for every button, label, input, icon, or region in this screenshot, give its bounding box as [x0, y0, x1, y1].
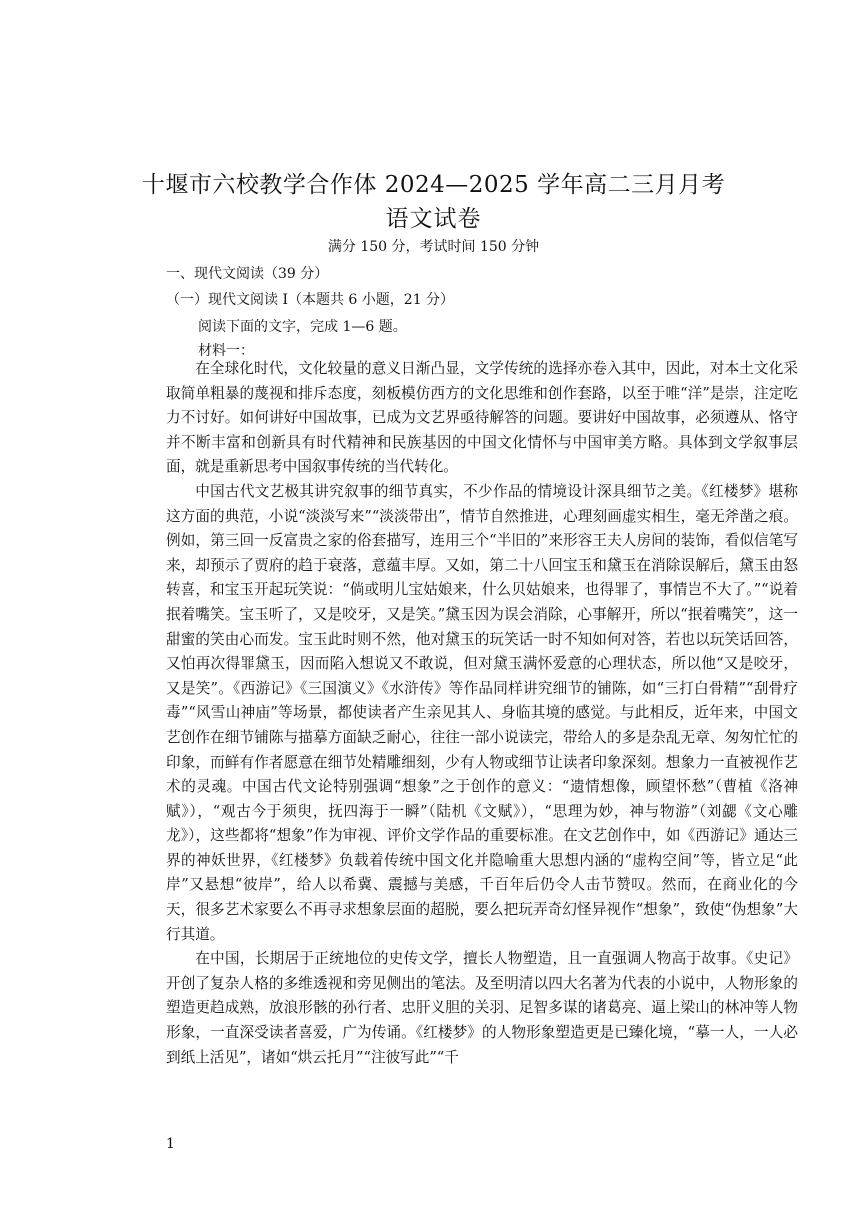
exam-title: 十堰市六校教学合作体 2024—2025 学年高二三月月考	[141, 172, 726, 198]
page-number: 1	[166, 1136, 175, 1152]
subsection-heading: （一）现代文阅读 I（本题共 6 小题，21 分）	[166, 292, 455, 308]
reading-instruction: 阅读下面的文字，完成 1—6 题。	[198, 319, 407, 335]
exam-subtitle: 语文试卷	[385, 206, 482, 232]
passage-paragraph: 中国古代文艺极其讲究叙事的细节真实，不少作品的情境设计深具细节之美。《红楼梦》堪称这方面的典范，小说“淡淡写来”“淡淡带出”，情节自然推进，心理刻画虚实相生，毫无斧凿之痕。例如，第三回一反富贵之家的俗套描写，连用三个“半旧的”来形容王夫人房间的装饰，看似信笔写来，却预示了贾府的趋于衰落，意蕴丰厚。又如，第二十八回宝玉和黛玉在消除误解后，黛玉由怒转喜，和宝玉开起玩笑说：“倘或明儿宝姑娘来，什么贝姑娘来，也得罪了，事情岂不大了。”“说着抿着嘴笑。宝玉听了，又是咬牙，又是笑。”黛玉因为误会消除，心事解开，所以“抿着嘴笑”，这一甜蜜的笑由心而发。宝玉此时则不然，他对黛玉的玩笑话一时不知如何对答，若也以玩笑话回答，又怕再次得罪黛玉，因而陷入想说又不敢说，但对黛玉满怀爱意的心理状态，所以他“又是咬牙，又是笑”。《西游记》《三国演义》《水浒传》等作品同样讲究细节的铺陈，如“三打白骨精”“刮骨疗毒”“风雪山神庙”等场景，都使读者产生亲见其人、身临其境的感觉。与此相反，近年来，中国文艺创作在细节铺陈与描摹方面缺乏耐心，往往一部小说读完，带给人的多是杂乱无章、匆匆忙忙的印象，而鲜有作者愿意在细节处精雕细刻，少有人物或细节让读者印象深刻。想象力一直被视作艺术的灵魂。中国古代文论特别强调“想象”之于创作的意义：“遗情想像，顾望怀愁”（曹植《洛神赋》），“观古今于须臾，抚四海于一瞬”（陆机《文赋》），“思理为妙，神与物游”（刘勰《文心雕龙》），这些都将“想象”作为审视、评价文学作品的重要标准。在文艺创作中，如《西游记》通达三界的神妖世界，《红楼梦》负载着传统中国文化并隐喻重大思想内涵的“虚构空间”等，皆立足“此岸”又悬想“彼岸”，给人以希冀、震撼与美感，千百年后仍令人击节赞叹。然而，在商业化的今天，很多艺术家要么不再寻求想象层面的超脱，要么把玩弄奇幻怪异视作“想象”，致使“伪想象”大行其道。	[166, 482, 798, 943]
passage-paragraph: 在全球化时代，文化较量的意义日渐凸显，文学传统的选择亦卷入其中，因此，对本土文化采取简单粗暴的蔑视和排斥态度，刻板模仿西方的文化思维和创作套路，以至于唯“洋”是崇，注定吃力不讨好。如何讲好中国故事，已成为文艺界亟待解答的问题。要讲好中国故事，必须遵从、恪守并不断丰富和创新具有时代精神和民族基因的中国文化情怀与中国审美方略。具体到文学叙事层面，就是重新思考中国叙事传统的当代转化。	[166, 360, 798, 476]
material-label: 材料一：	[198, 343, 254, 359]
passage-body	[166, 357, 798, 1070]
passage-paragraph: 在中国，长期居于正统地位的史传文学，擅长人物塑造，且一直强调人物高于故事。《史记》开创了复杂人格的多维透视和旁见侧出的笔法。及至明清以四大名著为代表的小说中，人物形象的塑造更趋成熟，放浪形骸的孙行者、忠肝义胆的关羽、足智多谋的诸葛亮、逼上梁山的林冲等人物形象，一直深受读者喜爱，广为传诵。《红楼梦》的人物形象塑造更是已臻化境，“摹一人，一人必到纸上活见”，诸如“烘云托月”“注彼写此”“千	[166, 950, 798, 1066]
section-heading: 一、现代文阅读（39 分）	[166, 266, 329, 282]
exam-info: 满分 150 分，考试时间 150 分钟	[327, 239, 540, 255]
